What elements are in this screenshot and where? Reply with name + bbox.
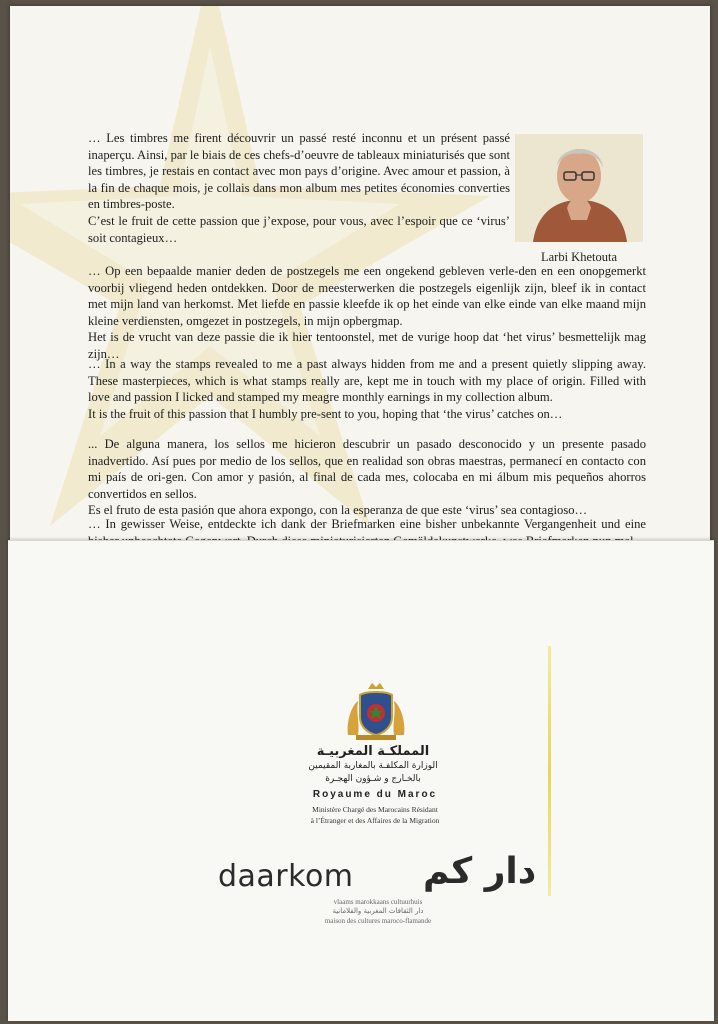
daarkom-logo-latin: daarkom [218, 859, 354, 894]
yellow-accent-line [548, 646, 551, 896]
author-photo [515, 134, 643, 242]
paragraph-dutch: … Op een bepaalde manier deden de postzegels me een ongekend gebleven verle-den en een onopgemerkt voorbij vliegend heden ontdekken. Door de meesterwerken die postzegels eigenlijk zijn, bleef ik in contact met mijn land van herkomst. Met liefde en passie kleefde ik op het einde van elke einde van elke maand mijn kleine verdiensten, omgezet in postzegels, in mijn opbergmap. Het is de vrucht van deze passie die ik hier tentoonstel, met de vurige hoop dat ‘het virus’ besmettelijk mag zijn… [88, 264, 646, 361]
paragraph-french: … Les timbres me firent découvrir un passé resté inconnu et un présent passé inaperçu. Ainsi, par le biais de ces chefs-d’oeuvre de tableaux miniaturisés que sont les timbres, je restais en contact avec mon pays d’origine. Avec amour et passion, à la fin de chaque mois, je collais dans mon album mes petites économies converties en timbres-poste. C’est le fruit de cette passion que j’expose, pour vous, avec l’espoir que ce ‘virus’ soit contagieux… [88, 131, 510, 245]
front-pocket-flap [8, 540, 714, 1021]
daarkom-subtitle-dutch: vlaams marokkaans cultuurhuis [333, 898, 423, 906]
daarkom-subtitle-arabic: دار الثقافات المغربية والفلامانية [332, 907, 424, 915]
daarkom-logo-arabic: دار كم [423, 851, 537, 892]
royaume-du-maroc: Royaume du Maroc [312, 789, 438, 800]
ministry-arabic-line1: الوزارة المكلفـة بالمغاربة المقيمين [308, 761, 438, 771]
author-caption: Larbi Khetouta [540, 250, 617, 264]
paragraph-english: … In a way the stamps revealed to me a past always hidden from me and a present quietly slipping away. These masterpieces, which is what stamps really are, kept me in touch with my place of origin. Filled with love and passion I licked and stamped my meagre monthly earnings in my collection album. It is the fruit of this passion that I humbly pre-sent to you, hoping that ‘the virus’ catches on… [88, 357, 646, 421]
paragraph-german: … In gewisser Weise, entdeckte ich dank der Briefmarken eine bisher unbekannte Vergangenheit und eine [88, 517, 646, 531]
moroccan-coat-of-arms-icon [346, 683, 406, 741]
ministry-line2: à l’Étranger et des Affaires de la Migration [310, 816, 440, 825]
ministry-arabic-line2: بالخـارج و شـؤون الهجـرة [325, 774, 421, 784]
ministry-line1: Ministère Chargé des Marocains Résidant [312, 805, 438, 814]
daarkom-subtitle-french: maison des cultures maroco-flamande [324, 917, 432, 925]
paragraph-spanish: ... De alguna manera, los sellos me hicieron descubrir un pasado desconocido y un presente pasado inadvertido. Así pues por medio de los sellos, que en realidad son obras maestras, permanecí en contacto con mi país de ori-gen. Con amor y pasión, al final de cada mes, colocaba en mi álbum mis pequeños ahorros convertidos en sellos. Es el fruto de esta pasión que ahora expongo, con la esperanza de que este ‘virus’ sea contagioso… [88, 437, 646, 518]
ministry-arabic-title: المملكـة المغربيـة [316, 744, 430, 759]
